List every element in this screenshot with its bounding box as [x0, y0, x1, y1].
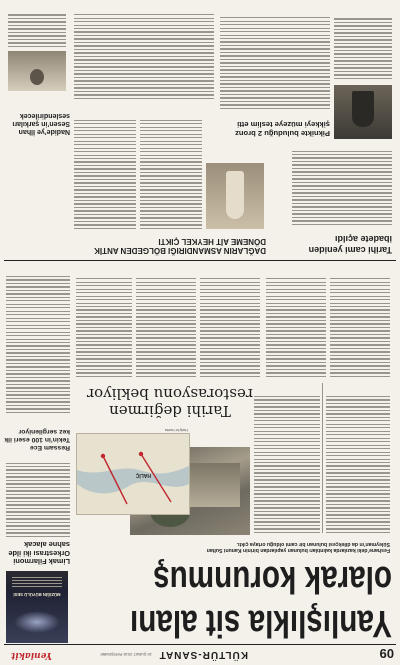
museum-story-headline: Piknikte buluduğu 2 bronz şikkeyi müzeye teslim etti	[235, 120, 330, 138]
artist-photo-head	[30, 69, 44, 85]
historic-map	[76, 433, 190, 515]
museum-story-body-2	[334, 9, 392, 79]
poster-stage-light	[14, 611, 60, 633]
subhead-body-col-2	[266, 267, 326, 377]
concert-poster	[6, 571, 68, 643]
ancient-story-body-col-1	[140, 109, 202, 229]
cami-story-headline: Tarihi cami yeniden ibadete açıldı	[308, 234, 392, 255]
sculpture-photo	[206, 163, 264, 229]
main-deck: Feshane’deki kazılarda kalıntıları bulunan yapılardan birinin Kanuni Sultan Süleyman’ın da dilekçesi bulunan bir cami olduğu ortaya çıktı.	[206, 540, 390, 553]
newspaper-logo: Yeniakit	[11, 650, 52, 660]
artist-story-body	[74, 7, 214, 99]
main-body-col-1	[326, 383, 390, 533]
subhead-body-col-3	[200, 267, 260, 377]
subhead-body-col-1	[330, 267, 390, 377]
artist-story-headline: Nadide’ye İlhan Sesen’in şarkıları seslendirilecek	[12, 111, 70, 135]
artist-story-body-2	[8, 7, 66, 47]
ancient-story-headline: DAĞLARIN ASMANDIRIĞI BÖLGEDEN ANTİK DÖNEME AİT HEYKEL ÇIKTI	[94, 236, 266, 255]
ancient-story-body-col-2	[74, 109, 136, 229]
map-drawing	[77, 434, 189, 514]
page-number: 09	[379, 646, 394, 661]
issue-date: 15 ŞUBAT 2018 PERŞEMBE	[100, 652, 152, 657]
subhead-body-col-5	[76, 267, 132, 377]
painter-story-headline: Ressam Ece Tekin’in 100 eseri ilk kez sergileniyor	[4, 428, 70, 451]
museum-story-body	[220, 9, 330, 109]
main-subhead: Tarihi değirmen restorasyonu bekliyor	[86, 385, 254, 420]
music-story-body	[6, 457, 70, 537]
main-headline-line-2: olarak korunmuş	[153, 558, 392, 600]
music-story-headline: Limak Filarmoni Orkestrası iki ilde sahne alacak	[8, 540, 70, 566]
artist-photo	[8, 51, 66, 91]
main-headline-line-1: Yanlışlıkla sit alanı	[130, 602, 392, 644]
map-label: HALİÇ	[135, 472, 151, 478]
museum-photo	[334, 85, 392, 139]
cami-story-body	[292, 145, 392, 225]
poster-text-block	[12, 577, 62, 587]
museum-photo-figure	[352, 91, 374, 127]
column-divider	[322, 383, 323, 533]
painter-story-body	[6, 263, 70, 413]
map-caption: Haliç’te harita	[164, 428, 188, 432]
subhead-body-col-4	[136, 267, 196, 377]
section-title: KÜLTÜR-SANAT	[158, 649, 248, 660]
poster-title: MÜZİĞİN BÜYÜLÜ SESİ	[13, 592, 61, 597]
main-body-col-2	[254, 383, 320, 533]
section-rule	[4, 260, 396, 261]
sculpture-figure	[226, 171, 244, 219]
